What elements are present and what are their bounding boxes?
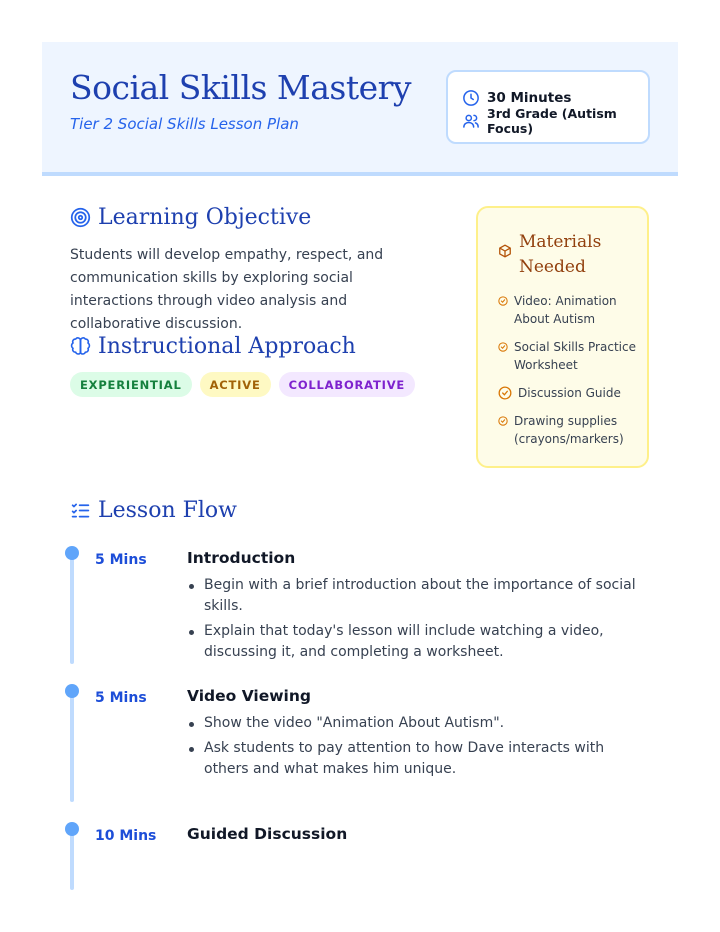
check-circle-icon (498, 386, 512, 400)
users-icon (462, 112, 480, 130)
page-title: Social Skills Mastery (70, 68, 412, 107)
check-circle-icon (498, 296, 508, 306)
materials-list (498, 292, 638, 458)
timeline-line (70, 552, 74, 664)
brain-icon (70, 336, 91, 357)
check-circle-icon (498, 342, 508, 352)
page-subtitle: Tier 2 Social Skills Lesson Plan (70, 115, 299, 133)
tag-active: ACTIVE (200, 372, 271, 397)
learning-objective-heading (70, 205, 311, 230)
list-item: Explain that today's lesson will include watching a video, discussing it, and completing a worksheet. (187, 621, 647, 663)
clock-icon (462, 89, 480, 107)
tag-experiential: EXPERIENTIAL (70, 372, 192, 397)
step-bullets (187, 713, 647, 784)
learning-objective-text: Students will develop empathy, respect, and communication skills by exploring social interactions through video analysis and collaborative discussion. (70, 247, 384, 332)
list-item (498, 384, 638, 402)
list-item: Ask students to pay attention to how Dave interacts with others and what makes him unique. (187, 738, 647, 780)
grade-row (462, 105, 648, 136)
list-item (498, 292, 638, 328)
timeline-line (70, 828, 74, 890)
timeline-line (70, 690, 74, 802)
instructional-approach-heading (70, 334, 356, 359)
step-title: Video Viewing (187, 687, 311, 705)
step-title: Introduction (187, 549, 296, 567)
check-circle-icon (498, 416, 508, 426)
step-title: Guided Discussion (187, 825, 348, 843)
list-item (498, 412, 638, 448)
instructional-approach-title: Instructional Approach (98, 334, 356, 359)
materials-card (476, 206, 649, 468)
material-label: Social Skills Practice Worksheet (514, 340, 636, 372)
step-duration: 10 Mins (95, 828, 157, 844)
lesson-flow-heading (70, 498, 237, 523)
materials-title: Materials Needed (519, 232, 602, 277)
lesson-info-card (446, 70, 650, 144)
target-icon (70, 207, 91, 228)
list-item (498, 338, 638, 374)
material-label: Drawing supplies (crayons/markers) (514, 414, 624, 446)
materials-heading (498, 230, 619, 280)
duration-text: 30 Minutes (487, 89, 572, 106)
timeline-dot (65, 684, 79, 698)
grade-text: 3rd Grade (Autism Focus) (487, 105, 617, 136)
approach-tags (70, 372, 415, 397)
tag-collaborative: COLLABORATIVE (279, 372, 415, 397)
lesson-flow-title: Lesson Flow (98, 498, 237, 523)
step-duration: 5 Mins (95, 690, 147, 706)
learning-objective-title: Learning Objective (98, 205, 312, 230)
material-label: Discussion Guide (518, 386, 621, 400)
lesson-header (42, 42, 678, 176)
list-item: Begin with a brief introduction about the importance of social skills. (187, 575, 647, 617)
material-label: Video: Animation About Autism (514, 294, 617, 326)
step-bullets (187, 575, 647, 667)
timeline-dot (65, 546, 79, 560)
timeline-dot (65, 822, 79, 836)
package-icon (498, 244, 512, 258)
step-duration: 5 Mins (95, 552, 147, 568)
list-item: Show the video "Animation About Autism". (187, 713, 647, 734)
list-checks-icon (70, 500, 91, 521)
